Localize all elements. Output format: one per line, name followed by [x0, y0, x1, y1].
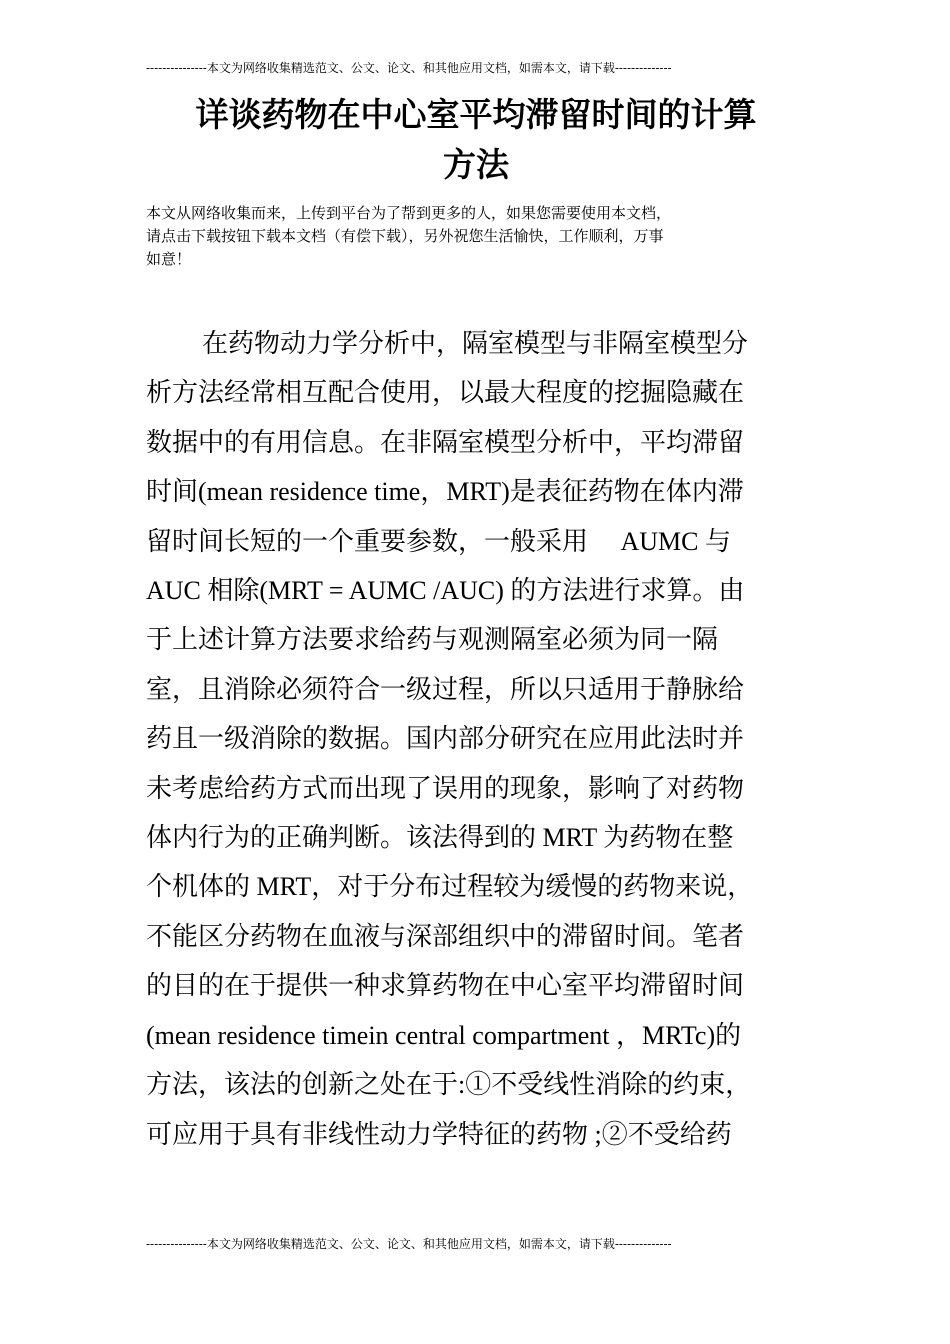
intro-line: 如意！ — [146, 250, 192, 268]
body-line: 留时间长短的一个重要参数，一般采用 AUMC 与 — [146, 526, 732, 556]
body-line: 时间(mean residence time，MRT)是表征药物在体内滞 — [146, 477, 744, 507]
intro-line: 请点击下载按钮下载本文档（有偿下载），另外祝您生活愉快，工作顺利，万事 — [146, 227, 664, 245]
body-line: 不能区分药物在血液与深部组织中的滞留时间。笔者 — [146, 921, 745, 951]
intro-line: 本文从网络收集而来，上传到平台为了帮到更多的人，如果您需要使用本文档， — [146, 204, 672, 222]
body-line: 个机体的 MRT，对于分布过程较为缓慢的药物来说， — [146, 872, 754, 902]
document-title — [146, 90, 806, 190]
page-header-note: ---------------本文为网络收集精选范文、公文、论文、和其他应用文档，如需本文，请下载-------------- — [146, 61, 672, 75]
body-line: 体内行为的正确判断。该法得到的 MRT 为药物在整 — [146, 823, 734, 853]
title-line: 方法 — [443, 145, 509, 184]
page-footer-note: ---------------本文为网络收集精选范文、公文、论文、和其他应用文档，如需本文，请下载-------------- — [146, 1237, 672, 1251]
body-line: 可应用于具有非线性动力学特征的药物 ;②不受给药 — [146, 1119, 732, 1149]
title-line: 详谈药物在中心室平均滞留时间的计算 — [195, 95, 757, 134]
body-line: 在药物动力学分析中，隔室模型与非隔室模型分 — [202, 329, 749, 358]
body-line: (mean residence timein central compartment ，MRTc)的 — [146, 1020, 742, 1050]
intro-paragraph — [146, 202, 810, 271]
body-line: 于上述计算方法要求给药与观测隔室必须为同一隔 — [146, 625, 719, 655]
body-line: 析方法经常相互配合使用，以最大程度的挖掘隐藏在 — [146, 378, 745, 408]
body-line: 药且一级消除的数据。国内部分研究在应用此法时并 — [146, 724, 745, 754]
body-paragraph — [146, 319, 810, 1159]
body-line: 数据中的有用信息。在非隔室模型分析中，平均滞留 — [146, 427, 745, 457]
body-line: AUC 相除(MRT = AUMC /AUC) 的方法进行求算。由 — [146, 576, 745, 606]
body-line: 室，且消除必须符合一级过程，所以只适用于静脉给 — [146, 674, 745, 704]
body-line: 方法，该法的创新之处在于:①不受线性消除的约束， — [146, 1070, 752, 1100]
body-line: 未考虑给药方式而出现了误用的现象，影响了对药物 — [146, 773, 745, 803]
body-line: 的目的在于提供一种求算药物在中心室平均滞留时间 — [146, 971, 745, 1001]
